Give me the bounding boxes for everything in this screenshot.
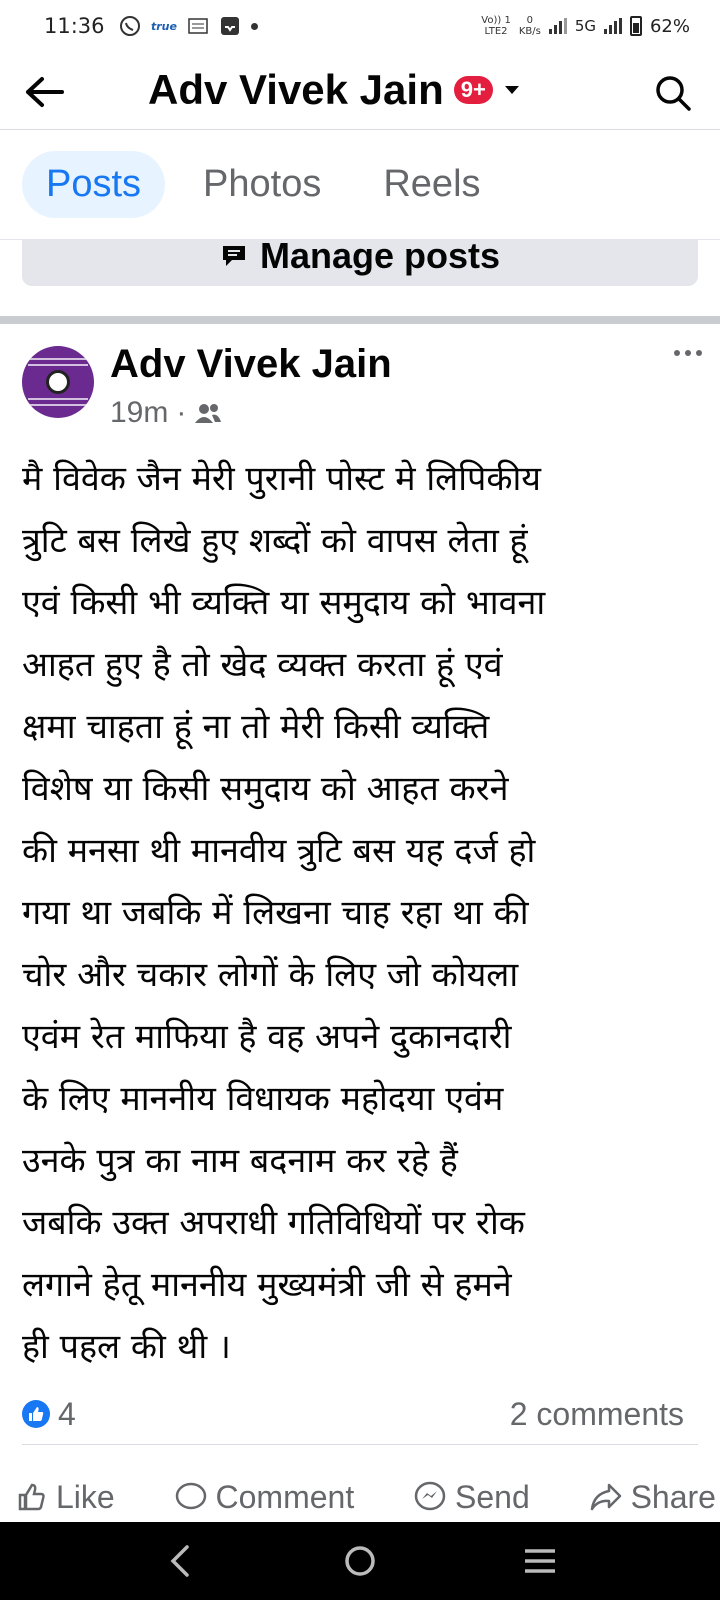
- signal-icon: [549, 18, 567, 34]
- back-button[interactable]: [22, 72, 66, 112]
- post-line: जबकि उक्त अपराधी गतिविधियों पर रोक: [22, 1203, 525, 1243]
- share-label: Share: [630, 1478, 716, 1515]
- post-line: ही पहल की थी ।: [22, 1327, 231, 1367]
- thumbs-up-icon: [16, 1481, 48, 1513]
- section-divider: [0, 316, 720, 324]
- post-line: एवंम रेत माफिया है वह अपने दुकानदारी: [22, 1017, 512, 1057]
- status-right: [481, 15, 690, 37]
- inbox-icon: [219, 15, 241, 37]
- post-author[interactable]: Adv Vivek Jain: [110, 342, 392, 386]
- profile-tabs: [0, 130, 720, 240]
- like-button[interactable]: [16, 1472, 115, 1522]
- notification-icons: [119, 15, 258, 37]
- send-label: Send: [455, 1478, 530, 1515]
- menu-icon: [523, 1547, 557, 1575]
- post-line: मै विवेक जैन मेरी पुरानी पोस्ट मे लिपिकीय: [22, 459, 541, 499]
- post-line: लगाने हेतू माननीय मुख्यमंत्री जी से हमने: [22, 1265, 512, 1305]
- manage-posts-button[interactable]: [22, 240, 698, 286]
- chevron-left-icon: [168, 1544, 192, 1578]
- lte-label: LTE2: [484, 26, 508, 37]
- post-line: त्रुटि बस लिखे हुए शब्दों को वापस लेता हूं: [22, 521, 528, 561]
- post-line: गया था जबकि में लिखना चाह रहा था की: [22, 893, 529, 933]
- post-header: [22, 342, 702, 442]
- tab-reels[interactable]: Reels: [383, 163, 481, 205]
- chevron-down-icon: [505, 86, 519, 94]
- like-label: Like: [56, 1478, 115, 1515]
- messenger-icon: [413, 1481, 447, 1513]
- post-time[interactable]: 19m: [110, 396, 169, 429]
- home-circle-icon: [343, 1544, 377, 1578]
- nav-recents-button[interactable]: [505, 1531, 575, 1591]
- arrow-left-icon: [24, 76, 64, 108]
- status-bar: [0, 0, 720, 52]
- page-switcher[interactable]: [148, 66, 519, 114]
- news-app-icon: [187, 16, 209, 36]
- share-button[interactable]: [589, 1472, 716, 1522]
- status-time: 11:36: [44, 14, 105, 38]
- network-type: 5G: [574, 17, 596, 35]
- reaction-count[interactable]: 4: [58, 1395, 76, 1432]
- app-header: [0, 52, 720, 130]
- speed-value: 0: [526, 15, 533, 26]
- battery-level: 62%: [649, 15, 690, 37]
- more-notifications-dot: [251, 23, 258, 30]
- post-line: के लिए माननीय विधायक महोदया एवंम: [22, 1079, 504, 1119]
- post-text: [22, 448, 702, 1378]
- notification-badge: 9+: [454, 76, 493, 104]
- nav-home-button[interactable]: [325, 1531, 395, 1591]
- like-reaction-icon: [22, 1400, 50, 1428]
- message-icon: [220, 243, 248, 269]
- post-meta: 19m ·: [110, 396, 222, 430]
- avatar[interactable]: [22, 346, 94, 418]
- share-icon: [589, 1481, 623, 1513]
- system-navigation-bar: [0, 1522, 720, 1600]
- battery-icon: [630, 16, 642, 36]
- search-button[interactable]: [652, 72, 694, 114]
- post-line: की मनसा थी मानवीय त्रुटि बस यह दर्ज हो: [22, 831, 536, 871]
- post-actions: [16, 1462, 716, 1522]
- signal-icon-2: [604, 18, 622, 34]
- tab-posts[interactable]: Posts: [22, 151, 165, 218]
- search-icon: [654, 74, 692, 112]
- more-options-button[interactable]: [674, 350, 702, 356]
- comment-button[interactable]: [174, 1472, 355, 1522]
- post-line: उनके पुत्र का नाम बदनाम कर रहे हैं: [22, 1141, 458, 1181]
- post-line: विशेष या किसी समुदाय को आहत करने: [22, 769, 509, 809]
- volte-label: Vo)) 1: [481, 15, 511, 26]
- whatsapp-icon: [119, 15, 141, 37]
- reactions-row: [22, 1392, 684, 1436]
- send-button[interactable]: [413, 1472, 530, 1522]
- page-title: Adv Vivek Jain: [148, 66, 444, 113]
- comments-count[interactable]: 2 comments: [509, 1395, 684, 1432]
- speed-unit: KB/s: [518, 26, 541, 37]
- manage-posts-label: Manage posts: [259, 240, 501, 276]
- tab-photos[interactable]: Photos: [203, 163, 322, 205]
- comment-label: Comment: [215, 1478, 355, 1515]
- post-line: आहत हुए है तो खेद व्यक्त करता हूं एवं: [22, 645, 503, 685]
- true-app-icon: [151, 18, 177, 34]
- volte-indicator: [481, 15, 511, 37]
- post-line: एवं किसी भी व्यक्ति या समुदाय को भावना: [22, 583, 546, 623]
- comment-icon: [174, 1481, 208, 1513]
- friends-icon: [194, 402, 222, 424]
- nav-back-button[interactable]: [145, 1531, 215, 1591]
- divider: [22, 1444, 698, 1445]
- speed-indicator: [519, 15, 541, 37]
- post-line: चोर और चकार लोगों के लिए जो कोयला: [22, 955, 519, 995]
- post-line: क्षमा चाहता हूं ना तो मेरी किसी व्यक्ति: [22, 707, 490, 747]
- svg-text:true: true: [150, 20, 177, 33]
